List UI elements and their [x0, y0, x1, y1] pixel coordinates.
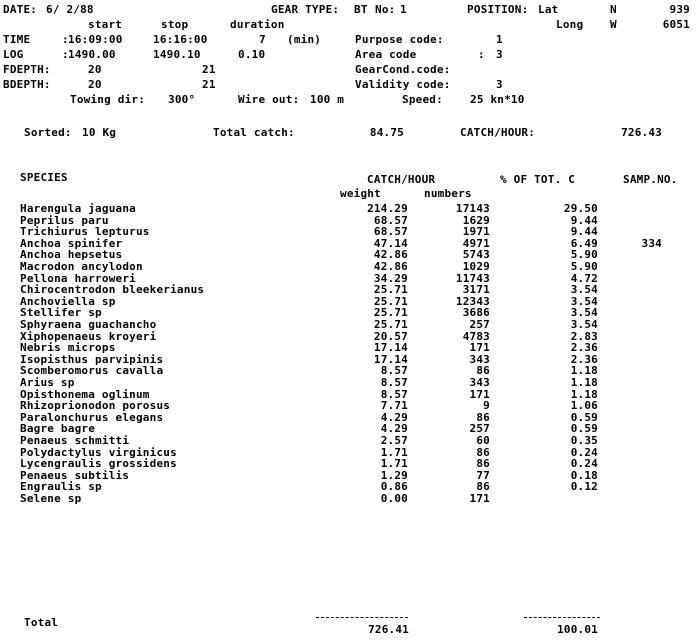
fdepth-stop: 21 [202, 63, 216, 76]
species-name: Harengula jaguana [20, 202, 136, 215]
percent-value: 3.54 [570, 295, 598, 308]
species-name: Arius sp [20, 376, 75, 389]
species-name: Polydactylus virginicus [20, 446, 177, 459]
catch-hour-value: 726.43 [621, 126, 662, 139]
weight-value: 25.71 [373, 295, 408, 308]
species-name: Selene sp [20, 492, 82, 505]
fdepth-label: FDEPTH: [3, 63, 51, 76]
area-code-label: Area code [355, 48, 417, 61]
percent-value: 1.18 [570, 376, 598, 389]
percent-value: 3.54 [570, 283, 598, 296]
speed-value: 25 kn*10 [470, 93, 525, 106]
speed-label: Speed: [402, 93, 443, 106]
numbers-value: 86 [476, 411, 490, 424]
percent-value: 0.24 [570, 446, 598, 459]
catch-hour-column-header: CATCH/HOUR [367, 173, 436, 186]
stop-column-label: stop [161, 18, 189, 31]
percent-value: 1.18 [570, 388, 598, 401]
numbers-value: 3171 [462, 283, 490, 296]
numbers-value: 343 [469, 376, 490, 389]
area-code-separator: : [478, 48, 485, 61]
lat-hemisphere: N [610, 3, 617, 16]
weight-value: 4.29 [380, 422, 408, 435]
percent-value: 1.06 [570, 399, 598, 412]
log-stop: 1490.10 [153, 48, 201, 61]
bdepth-label: BDEPTH: [3, 78, 51, 91]
start-column-label: start [88, 18, 123, 31]
species-name: Anchoa hepsetus [20, 248, 123, 261]
percent-value: 3.54 [570, 306, 598, 319]
time-stop: 16:16:00 [153, 33, 208, 46]
purpose-code-value: 1 [496, 33, 503, 46]
time-start: 16:09:00 [68, 33, 123, 46]
long-hemisphere: W [610, 18, 617, 31]
species-name: Nebris microps [20, 341, 116, 354]
purpose-code-label: Purpose code: [355, 33, 444, 46]
weight-value: 8.57 [380, 376, 408, 389]
validity-code-value: 3 [496, 78, 503, 91]
species-name: Rhizoprionodon porosus [20, 399, 171, 412]
numbers-value: 11743 [455, 272, 490, 285]
area-code-value: 3 [496, 48, 503, 61]
numbers-value: 257 [469, 318, 490, 331]
weight-value: 47.14 [373, 237, 408, 250]
long-value: 6051 [662, 18, 690, 31]
species-name: Sphyraena guachancho [20, 318, 157, 331]
numbers-value: 343 [469, 353, 490, 366]
percent-total-column-header: % OF TOT. C [500, 173, 576, 186]
percent-value: 5.90 [570, 248, 598, 261]
species-name: Trichiurus lepturus [20, 225, 150, 238]
position-label: POSITION: [467, 3, 529, 16]
numbers-value: 1971 [462, 225, 490, 238]
gear-type-value: BT [354, 3, 368, 16]
duration-value: 7 [259, 33, 266, 46]
lat-label: Lat [538, 3, 559, 16]
percent-value: 3.54 [570, 318, 598, 331]
species-name: Opisthonema oglinum [20, 388, 150, 401]
percent-value: 0.24 [570, 457, 598, 470]
species-name: Paralonchurus elegans [20, 411, 164, 424]
total-percent: 100.01 [557, 623, 598, 636]
percent-value: 5.90 [570, 260, 598, 273]
bdepth-stop: 21 [202, 78, 216, 91]
weight-total-rule [316, 617, 408, 618]
total-weight: 726.41 [368, 623, 409, 636]
species-name: Scomberomorus cavalla [20, 364, 164, 377]
numbers-value: 257 [469, 422, 490, 435]
species-name: Anchoviella sp [20, 295, 116, 308]
sample-number-column-header: SAMP.NO. [623, 173, 678, 186]
numbers-value: 86 [476, 457, 490, 470]
numbers-value: 86 [476, 480, 490, 493]
sorted-value: 10 Kg [82, 126, 117, 139]
species-name: Xiphopenaeus kroyeri [20, 330, 157, 343]
species-name: Penaeus subtilis [20, 469, 130, 482]
towing-dir-label: Towing dir: [70, 93, 146, 106]
numbers-value: 60 [476, 434, 490, 447]
duration-unit: (min) [287, 33, 322, 46]
numbers-value: 3686 [462, 306, 490, 319]
time-separator: : [62, 33, 69, 46]
species-name: Isopisthus parvipinis [20, 353, 164, 366]
weight-value: 68.57 [373, 214, 408, 227]
towing-dir-value: 300° [168, 93, 196, 106]
percent-value: 0.59 [570, 422, 598, 435]
catch-hour-label: CATCH/HOUR: [460, 126, 536, 139]
species-name: Chirocentrodon bleekerianus [20, 283, 205, 296]
weight-value: 0.00 [380, 492, 408, 505]
percent-value: 9.44 [570, 214, 598, 227]
sample-number-value: 334 [641, 237, 662, 250]
numbers-value: 1629 [462, 214, 490, 227]
weight-value: 17.14 [373, 353, 408, 366]
percent-value: 9.44 [570, 225, 598, 238]
percent-total-rule [524, 617, 600, 618]
duration-column-label: duration [230, 18, 285, 31]
bdepth-start: 20 [88, 78, 102, 91]
total-label: Total [24, 616, 59, 629]
weight-value: 20.57 [373, 330, 408, 343]
numbers-value: 4783 [462, 330, 490, 343]
species-name: Macrodon ancylodon [20, 260, 143, 273]
numbers-value: 12343 [455, 295, 490, 308]
species-name: Bagre bagre [20, 422, 96, 435]
total-catch-value: 84.75 [369, 126, 404, 139]
log-distance: 0.10 [238, 48, 266, 61]
percent-value: 2.36 [570, 341, 598, 354]
weight-value: 7.71 [380, 399, 408, 412]
gearcond-code-label: GearCond.code: [355, 63, 451, 76]
percent-value: 0.35 [570, 434, 598, 447]
weight-value: 8.57 [380, 388, 408, 401]
numbers-value: 171 [469, 388, 490, 401]
weight-value: 4.29 [380, 411, 408, 424]
percent-value: 6.49 [570, 237, 598, 250]
numbers-value: 17143 [455, 202, 490, 215]
species-column-header: SPECIES [20, 171, 68, 184]
percent-value: 2.83 [570, 330, 598, 343]
lat-value: 939 [669, 3, 690, 16]
numbers-value: 171 [469, 492, 490, 505]
wire-out-value: 100 m [310, 93, 345, 106]
gear-type-label: GEAR TYPE: [271, 3, 340, 16]
weight-value: 17.14 [373, 341, 408, 354]
weight-value: 42.86 [373, 260, 408, 273]
sorted-label: Sorted: [24, 126, 72, 139]
species-name: Penaeus schmitti [20, 434, 130, 447]
numbers-value: 5743 [462, 248, 490, 261]
species-name: Lycengraulis grossidens [20, 457, 177, 470]
percent-value: 0.18 [570, 469, 598, 482]
species-name: Peprilus paru [20, 214, 109, 227]
weight-value: 34.29 [373, 272, 408, 285]
validity-code-label: Validity code: [355, 78, 451, 91]
date-value: 6/ 2/88 [46, 3, 94, 16]
weight-value: 42.86 [373, 248, 408, 261]
date-label: DATE: [3, 3, 38, 16]
weight-value: 68.57 [373, 225, 408, 238]
species-name: Engraulis sp [20, 480, 102, 493]
log-label: LOG [3, 48, 24, 61]
percent-value: 2.36 [570, 353, 598, 366]
gear-no-value: 1 [400, 3, 407, 16]
numbers-value: 86 [476, 446, 490, 459]
numbers-value: 4971 [462, 237, 490, 250]
long-label: Long [556, 18, 584, 31]
weight-column-header: weight [340, 187, 381, 200]
numbers-value: 1029 [462, 260, 490, 273]
total-catch-label: Total catch: [213, 126, 295, 139]
species-name: Stellifer sp [20, 306, 102, 319]
numbers-value: 86 [476, 364, 490, 377]
numbers-value: 77 [476, 469, 490, 482]
log-separator: : [62, 48, 69, 61]
weight-value: 1.29 [380, 469, 408, 482]
wire-out-label: Wire out: [238, 93, 300, 106]
time-label: TIME [3, 33, 31, 46]
percent-value: 0.12 [570, 480, 598, 493]
weight-value: 1.71 [380, 446, 408, 459]
weight-value: 25.71 [373, 306, 408, 319]
percent-value: 1.18 [570, 364, 598, 377]
weight-value: 25.71 [373, 283, 408, 296]
weight-value: 8.57 [380, 364, 408, 377]
weight-value: 214.29 [367, 202, 408, 215]
weight-value: 1.71 [380, 457, 408, 470]
numbers-column-header: numbers [424, 187, 472, 200]
weight-value: 25.71 [373, 318, 408, 331]
fdepth-start: 20 [88, 63, 102, 76]
percent-value: 4.72 [570, 272, 598, 285]
weight-value: 2.57 [380, 434, 408, 447]
species-name: Pellona harroweri [20, 272, 136, 285]
log-start: 1490.00 [68, 48, 116, 61]
species-name: Anchoa spinifer [20, 237, 123, 250]
percent-value: 0.59 [570, 411, 598, 424]
percent-value: 29.50 [563, 202, 598, 215]
numbers-value: 9 [483, 399, 490, 412]
numbers-value: 171 [469, 341, 490, 354]
weight-value: 0.86 [380, 480, 408, 493]
gear-no-label: No: [375, 3, 396, 16]
